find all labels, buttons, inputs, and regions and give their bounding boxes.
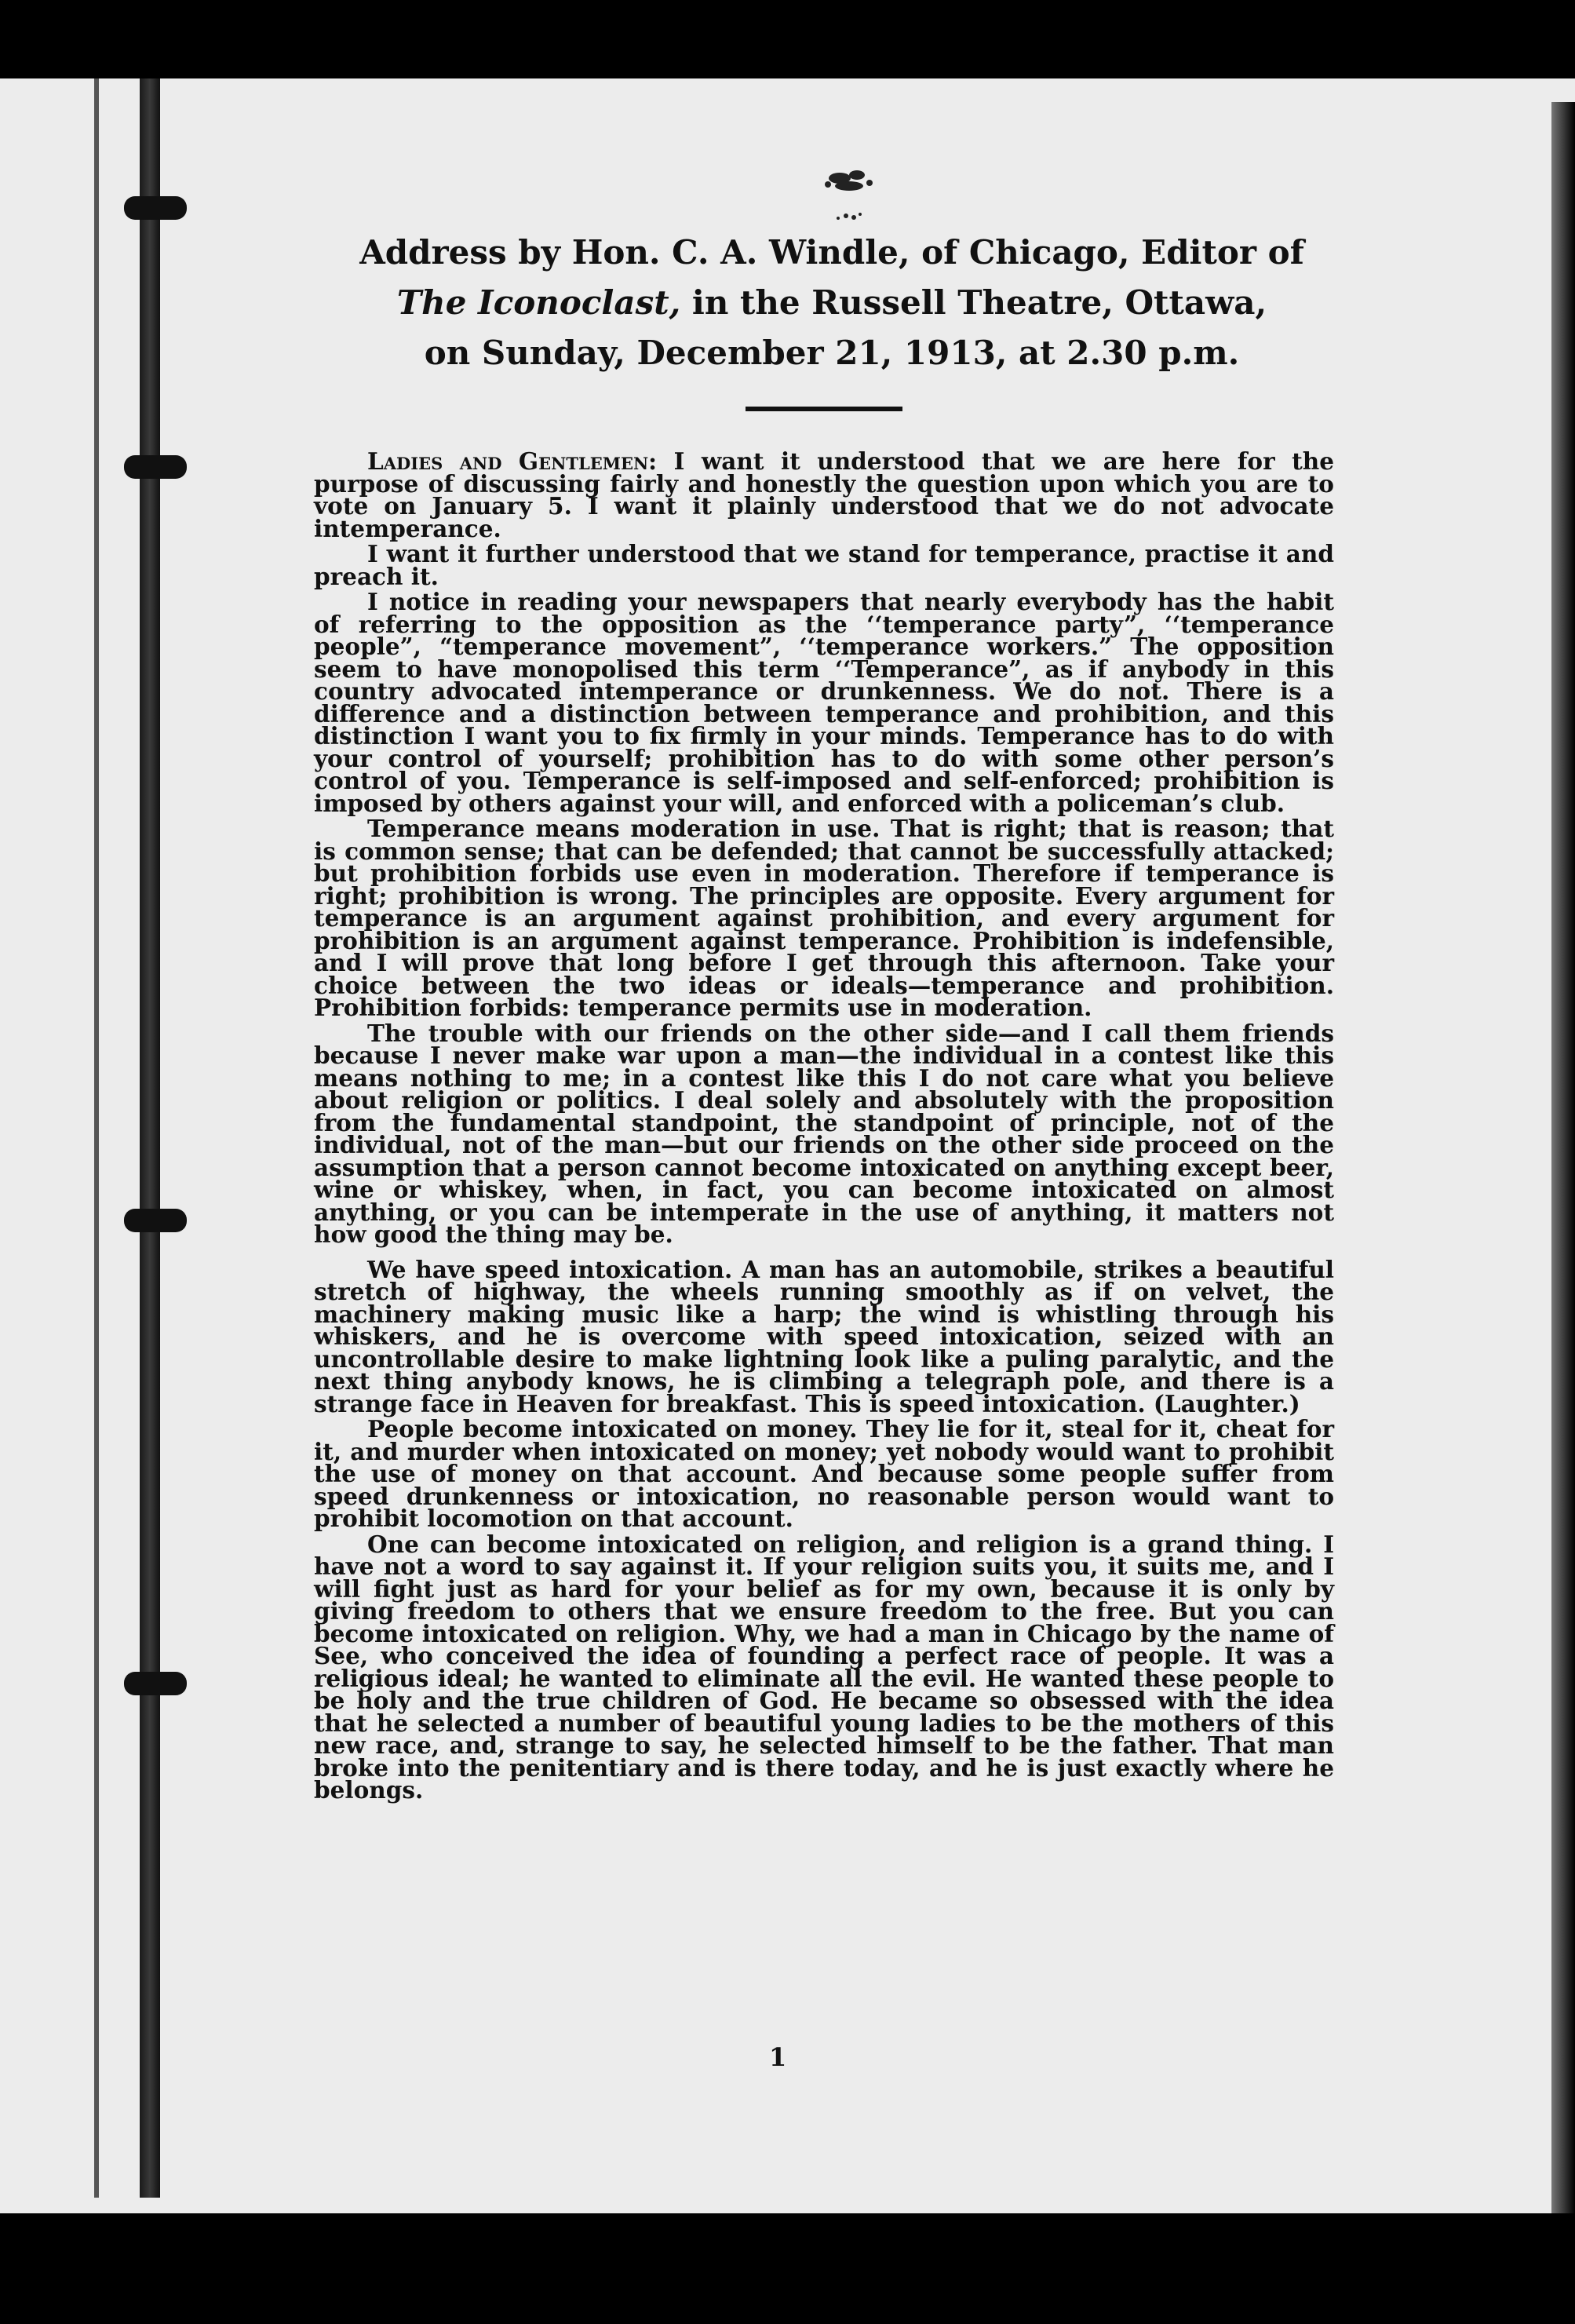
binding-spine xyxy=(140,78,160,2198)
binding-stitch xyxy=(124,1672,187,1695)
paragraph: Temperance means moderation in use. That is right; that is reason; that is common sense; that can be defended; that cannot be successfully attacked; but prohibition forbids use even in moderation. Therefore if temperance is right; prohibition is wrong. The principles are opposite. Every argument for temperance is an argument against prohibition, and every argument for prohibition is an argument against temperance. Prohibition is indefensible, and I will prove that long before I get through this afternoon. Take your choice between the two ideas or ideals—temperance and prohibition. Prohibition forbids: temperance permits use in moderation. xyxy=(314,815,1334,1021)
binding-edge xyxy=(94,78,99,2198)
paragraph-text: I want it understood that we are here for the purpose of discussing fairly and honestly the question upon which you are to vote on January 5. I want it plainly understood that we do not advocate intemperance. xyxy=(314,447,1334,542)
title-line-1: Address by Hon. C. A. Windle, of Chicago, Editor of xyxy=(359,233,1304,272)
paragraph: We have speed intoxication. A man has an automobile, strikes a beautiful stretch of highway, the wheels running smoothly as if on velvet, the machinery making music like a harp; the wind is whistling through his whiskers, and he is overcome with speed intoxication, seized with an uncontrollable desire to make lightning look like a puling paralytic, and the next thing anybody knows, he is climbing a telegraph pole, and there is a strange face in Heaven for breakfast. This is speed intoxication. (Laughter.) xyxy=(314,1255,1334,1417)
binding-stitch xyxy=(124,455,187,479)
paragraph xyxy=(314,447,1334,542)
title-line-2 xyxy=(330,278,1334,328)
page-edge-shadow xyxy=(1551,102,1575,2300)
paragraph: The trouble with our friends on the other side—and I call them friends because I never make war upon a man—the individual in a contest like this means nothing to me; in a contest like this I do not care what you believe about religion or politics. I deal solely and absolutely with the proposition from the fundamental standpoint, the standpoint of principle, not of the individual, not of the man—but our friends on the other side proceed on the assumption that a person cannot become intoxicated on anything except beer, wine or whiskey, when, in fact, you can become intoxicated on almost anything, or you can be intemperate in the use of anything, it matters not how good the thing may be. xyxy=(314,1019,1334,1248)
salutation: Ladies and Gentlemen: xyxy=(367,447,658,475)
address-title xyxy=(330,228,1334,378)
paragraph: One can become intoxicated on religion, and religion is a grand thing. I have not a word to say against it. If your religion suits you, it suits me, and I will fight just as hard for your belief as for my own, because it is only by giving freedom to others that we ensure freedom to the free. But you can become intoxicated on religion. Why, we had a man in Chicago by the name of See, who conceived the idea of founding a perfect race of people. It was a religious ideal; he wanted to eliminate all the evil. He wanted these people to be holy and the true children of God. He became so obsessed with the idea that he selected a number of beautiful young ladies to be the mothers of this new race, and, strange to say, he selected himself to be the father. That man broke into the penitentiary and is there today, and he is just exactly where he belongs. xyxy=(314,1530,1334,1804)
page-number: 1 xyxy=(769,2042,787,2072)
title-line-3: on Sunday, December 21, 1913, at 2.30 p.m. xyxy=(424,334,1240,372)
title-divider xyxy=(746,407,902,411)
binding-stitch xyxy=(124,1209,187,1232)
document-content xyxy=(314,228,1334,1805)
paragraph: I want it further understood that we stand for temperance, practise it and preach it. xyxy=(314,540,1334,590)
bottom-margin xyxy=(0,2213,1575,2324)
publication-name: The Iconoclast, xyxy=(396,283,681,322)
title-line-2-rest: in the Russell Theatre, Ottawa, xyxy=(680,283,1267,322)
paragraph: I notice in reading your newspapers that nearly everybody has the habit of referring to the opposition as the ‘‘temperance party”, ‘‘temperance people”, “temperance movement”, ‘‘temperance workers.” The opposition seem to have monopolised this term ‘‘Temperance”, as if anybody in this country advocated intemperance or drunkenness. We do not. There is a difference and a distinction between temperance and prohibition, and this distinction I want you to fix firmly in your minds. Temperance has to do with your control of yourself; prohibition has to do with some other person’s control of you. Temperance is self-imposed and self-enforced; prohibition is imposed by others against your will, and enforced with a policeman’s club. xyxy=(314,588,1334,817)
binding-stitch xyxy=(124,196,187,220)
address-body xyxy=(314,447,1334,1804)
paragraph: People become intoxicated on money. They lie for it, steal for it, cheat for it, and murder when intoxicated on money; yet nobody would want to prohibit the use of money on that account. And because some people suffer from speed drunkenness or intoxication, no reasonable person would want to prohibit locomotion on that account. xyxy=(314,1415,1334,1532)
